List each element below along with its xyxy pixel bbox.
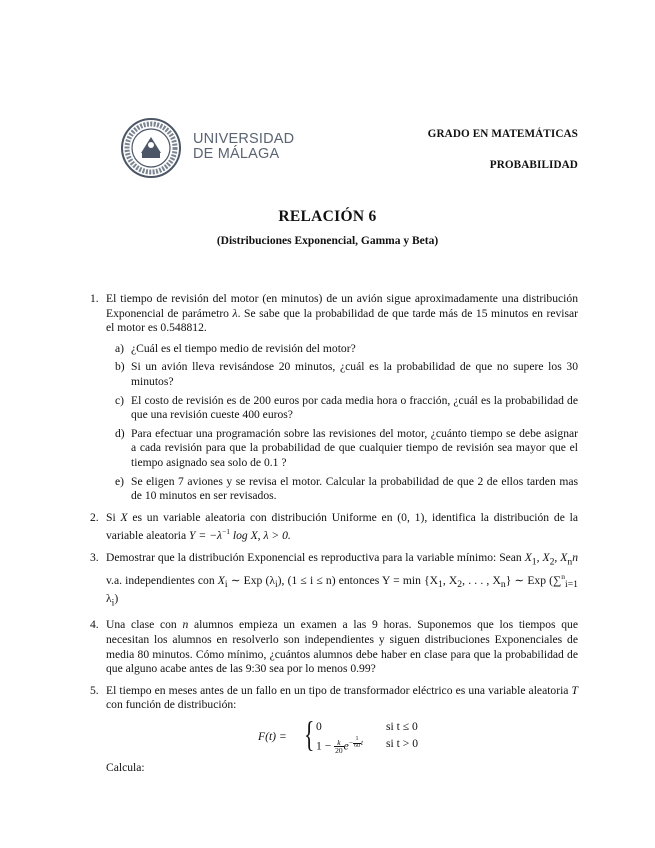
exp-fraction (353, 736, 364, 749)
math-expr: } ∼ Exp (∑ (505, 573, 562, 587)
formula-condition-2: si t > 0 (386, 737, 418, 750)
math-lambda: λ (232, 306, 238, 320)
math-sub: 2 (549, 556, 555, 568)
exp-denominator: 60 (354, 742, 361, 749)
problem-number: 4. (90, 618, 99, 632)
formula-e: e (343, 739, 349, 753)
formula-exponent (349, 738, 363, 747)
fraction-numerator: k (334, 739, 344, 747)
math-expr: X (524, 550, 532, 564)
subquestion-list (106, 342, 578, 504)
math-expr: X (217, 573, 225, 587)
formula-text: 1 − (316, 739, 335, 753)
page-subtitle: (Distribuciones Exponencial, Gamma y Beta) (216, 235, 439, 247)
math-sub: n (500, 578, 506, 590)
subquestion-b (106, 360, 578, 389)
problem-text: v.a. independientes con (106, 573, 218, 587)
exp-variable: t (361, 737, 364, 747)
subject-label: PROBABILIDAD (489, 159, 578, 171)
problem-3 (90, 551, 578, 612)
math-var: X (120, 510, 128, 524)
university-seal-icon (120, 117, 182, 179)
problem-text: Si (106, 510, 121, 524)
problem-text: El tiempo en meses antes de un fallo en un tipo de transformador eléctrico es una variable aleatoria (106, 683, 572, 697)
math-expr: λ (106, 592, 112, 606)
math-var: n (182, 618, 189, 632)
math-expr: ), (1 ≤ i ≤ n) entonces Y = min {X (277, 573, 439, 587)
problem-5 (90, 684, 578, 713)
fraction-denominator: 20 (335, 746, 343, 756)
subquestion-a (106, 342, 578, 357)
math-sub: i=1 (565, 578, 579, 590)
math-sub: i (111, 597, 115, 609)
problem-list (90, 292, 578, 720)
problem-text: , identifica la distribución de la variable aleatoria (106, 510, 578, 543)
problem-text: . Se sabe que la probabilidad de que tarde más de 15 minutos en revisar el motor es 0.548812. (106, 306, 579, 335)
degree-label: GRADO EN MATEMÁTICAS (427, 128, 578, 140)
formula-brace: { (304, 714, 315, 754)
calcula-label: Calcula: (106, 761, 145, 774)
subquestion-label: a) (115, 341, 125, 355)
distribution-formula (258, 714, 458, 758)
problem-text: Demostrar que la distribución Exponencial es reproductiva para la variable mínimo: Sean (106, 550, 525, 564)
subquestion-label: e) (115, 474, 125, 488)
math-expr: , X (442, 573, 458, 587)
subquestion-label: c) (115, 393, 125, 407)
problem-text: Una clase con (106, 618, 183, 632)
formula-condition-1: si t ≤ 0 (386, 720, 418, 733)
math-var: T (571, 683, 578, 697)
problem-number: 3. (90, 550, 99, 564)
university-name-line1: UNIVERSIDAD (193, 131, 295, 147)
math-sub: 2 (457, 578, 463, 590)
problem-number: 5. (90, 683, 99, 697)
subquestion-c (106, 394, 578, 423)
math-expr: ) (114, 592, 119, 606)
exp-numerator: 1 (353, 737, 361, 744)
problem-number: 2. (90, 510, 99, 524)
math-expr: ∼ Exp (λ (227, 573, 275, 587)
problem-4 (90, 618, 578, 676)
exp-sign: − (348, 737, 354, 747)
math-expr: , X (536, 550, 550, 564)
subquestion-label: d) (115, 426, 125, 440)
problem-number: 1. (90, 292, 99, 305)
formula-case-1: 0 (316, 720, 322, 733)
formula-fraction (334, 739, 344, 754)
subquestion-text: ¿Cuál es el tiempo medio de revisión del motor? (131, 341, 356, 355)
math-expr: , X (554, 550, 568, 564)
math-sub: 1 (438, 578, 443, 590)
subquestion-label: b) (115, 360, 125, 374)
university-logo (120, 117, 295, 181)
formula-lhs: F(t) = (258, 730, 287, 743)
university-name (193, 132, 294, 162)
math-expr: log X, λ > 0. (229, 529, 291, 543)
subquestion-text: Para efectuar una programación sobre las revisiones del motor, ¿cuánto tiempo se debe asignar a cada revisión para que la probabilidad de que cualquier tiempo de revisión sea mayor que el tiempo asignado sea solo de 0.1 ? (131, 426, 578, 469)
problem-text: alumnos empieza un examen a las 9 horas. Suponemos que los tiempos que necesitan los alumnos en resolverlo son independientes y siguen distribuciones Exponenciales de media 80 minutos. Cómo mínimo, ¿cuántos alumnos debe haber en clase para que la probabilidad de que alguno acabe antes de las 9:30 sea por lo menos 0.99? (106, 618, 579, 676)
formula-case-2 (316, 737, 363, 754)
problem-1 (90, 292, 578, 504)
math-expr: n (572, 550, 578, 564)
math-expr: , . . . , X (462, 573, 501, 587)
math-sub: n (567, 556, 573, 568)
problem-2 (90, 511, 578, 544)
subquestion-e (106, 475, 578, 504)
subquestion-text: Se eligen 7 aviones y se revisa el motor. Calcular la probabilidad de que 2 de ellos tarden mas de 10 minutos en ser revisados. (131, 474, 578, 503)
math-sub: i (274, 578, 278, 590)
math-interval: (0, 1) (397, 510, 425, 524)
math-expr: Y = −λ (189, 529, 222, 543)
page-title: RELACIÓN 6 (278, 208, 377, 225)
math-sub: 1 (531, 556, 537, 568)
problem-text: El tiempo de revisión del motor (en minutos) de un avión sigue aproximadamente una distribución Exponencial de parámetro (106, 292, 578, 320)
subquestion-text: El costo de revisión es de 200 euros por cada media hora o fracción, ¿cuál es la probabilidad de que una revisión cueste 400 euros? (131, 393, 578, 422)
university-name-line2: DE MÁLAGA (193, 146, 280, 162)
subquestion-d (106, 427, 578, 471)
problem-text: con función de distribución: (106, 698, 237, 712)
subquestion-text: Si un avión lleva revisándose 20 minutos, ¿cuál es la probabilidad de que no supere los 30 minutos? (131, 360, 578, 388)
math-exponent: −1 (221, 527, 230, 537)
problem-text: es un variable aleatoria con distribución Uniforme en (127, 510, 398, 524)
math-sub: i (224, 578, 228, 590)
math-sup: n (561, 571, 566, 581)
